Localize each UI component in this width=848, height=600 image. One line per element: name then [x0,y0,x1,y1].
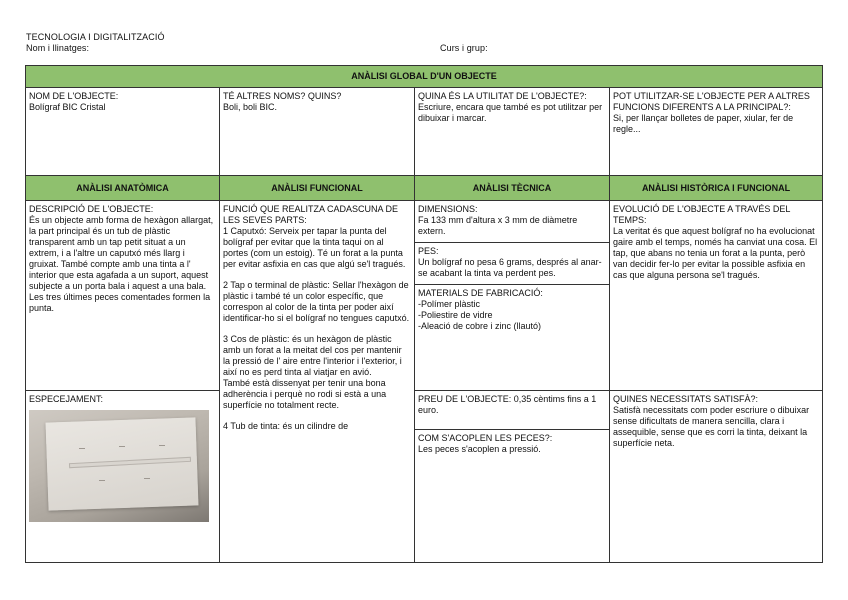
course-label: Curs i grup: [440,43,488,53]
materials-block [415,284,609,335]
other-names-label: TÉ ALTRES NOMS? QUINS? [223,91,342,101]
dimensions-block [415,201,609,240]
price-label: PREU DE L'OBJECTE: [418,394,512,404]
description-value: És un objecte amb forma de hexàgon allargat, la part principal és un tub de plàstic transparent amb un tap petit situat a un extrem, i a l'altre un caputxó més llarg i gruixat. També compte amb una tinta a l' interior que esta agafada a un suport, aquest subjecte a un porta bala i aquest a una bala. Les tres últimes peces comentades formen la punta. [29,215,214,313]
dimensions-label: DIMENSIONS: [418,204,478,214]
object-name-cell [26,88,220,176]
exploded-view-label: ESPECEJAMENT: [29,394,104,404]
object-name-value: Bolígraf BIC Cristal [29,102,106,112]
material-item: -Polímer plàstic [418,299,481,309]
anatomic-analysis-header: ANÀLISI ANATÒMICA [26,176,220,201]
part-2-text: 2 Tap o terminal de plàstic: Sellar l'hexàgon de plàstic i també té un color específic, que correspon al color de la tinta per poder així identificar-ho si el bolígraf no tengues caputxó. [223,280,410,323]
other-names-value: Boli, boli BIC. [223,102,278,112]
pen-parts-photo [29,410,209,522]
parts-function-label: FUNCIÓ QUE REALITZA CADASCUNA DE LES SEVES PARTS: [223,204,399,225]
utility-value: Escriure, encara que també es pot utilitzar per dibuixar i marcar. [418,102,603,123]
materials-label: MATERIALS DE FABRICACIÓ: [418,288,543,298]
photo-mark [79,448,85,449]
dimensions-value: Fa 133 mm d'altura x 3 mm de diàmetre extern. [418,215,578,236]
photo-mark [99,480,105,481]
photo-mark [119,446,125,447]
other-uses-label: POT UTILITZAR-SE L'OBJECTE PER A ALTRES FUNCIONS DIFERENTS A LA PRINCIPAL?: [613,91,810,112]
part-1-text: 1 Caputxó: Serveix per tapar la punta del bolígraf per evitar que la tinta taqui on al portes (com un estoig). Té un forat a la punta per evitar asfixia en cas que algú se'l tragués. [223,226,406,269]
functional-analysis-header: ANÀLISI FUNCIONAL [220,176,415,201]
exploded-view-cell [26,391,220,563]
coupling-label: COM S'ACOPLEN LES PECES?: [418,433,553,443]
price-block [415,391,609,419]
evolution-label: EVOLUCIÓ DE L'OBJECTE A TRAVÉS DEL TEMPS: [613,204,791,225]
part-4-text: 4 Tub de tinta: és un cilindre de [223,421,349,431]
coupling-block [415,429,609,458]
coupling-value: Les peces s'acoplen a pressió. [418,444,541,454]
description-cell [26,201,220,391]
evolution-value: La veritat és que aquest bolígraf no ha evolucionat gaire amb el temps, només ha canviat una cosa. El tap, que abans no tenia un forat a la punta, però van decidir fer-lo per evitar la possible asfixia en cas que alguna persona se'l tragués. [613,226,818,280]
material-item: -Poliestire de vidre [418,310,493,320]
material-item: -Aleació de cobre i zinc (llautó) [418,321,542,331]
part-3-text: 3 Cos de plàstic: és un hexàgon de plàstic amb un forat a la meitat del cos per mantenir la pressió de l' aire entre l'interior i l'exterior, i així no es perd tinta al viatjar en avió. [223,334,402,377]
other-uses-cell [610,88,823,176]
weight-value: Un bolígraf no pesa 6 grams, després al anar-se acabant la tinta va perdent pes. [418,257,602,278]
global-analysis-header: ANÀLISI GLOBAL D'UN OBJECTE [26,66,823,88]
technical-cell [415,201,610,391]
photo-mark [159,445,165,446]
price-coupling-cell [415,391,610,563]
historical-analysis-header: ANÀLISI HISTÒRICA I FUNCIONAL [610,176,823,201]
evolution-cell [610,201,823,391]
parts-function-cell [220,201,415,563]
technical-analysis-header: ANÀLISI TÈCNICA [415,176,610,201]
weight-block [415,242,609,282]
needs-value: Satisfà necessitats com poder escriure o dibuixar sense dificultats de manera sencilla, clara i assequible, sense que es corri la tinta, deixant la superfície neta. [613,405,810,448]
analysis-table [25,65,823,563]
utility-label: QUINA ÉS LA UTILITAT DE L'OBJECTE?: [418,91,587,101]
object-name-label: NOM DE L'OBJECTE: [29,91,119,101]
needs-cell [610,391,823,563]
photo-mark [144,478,150,479]
other-uses-value: Si, per llançar bolletes de paper, xiular, fer de regle... [613,113,794,134]
other-names-cell [220,88,415,176]
utility-cell [415,88,610,176]
needs-label: QUINES NECESSITATS SATISFÀ?: [613,394,759,404]
price-value: 0,35 cèntims fins a 1 euro. [418,394,597,415]
weight-label: PES: [418,246,439,256]
name-label: Nom i llinatges: [26,43,90,53]
part-3b-text: També està dissenyat per tenir una bona adherència i perquè no rodi si està a una superfície no totalment recte. [223,378,387,410]
description-label: DESCRIPCIÓ DE L'OBJECTE: [29,204,154,214]
subject-title: TECNOLOGIA I DIGITALITZACIÓ [26,32,165,42]
